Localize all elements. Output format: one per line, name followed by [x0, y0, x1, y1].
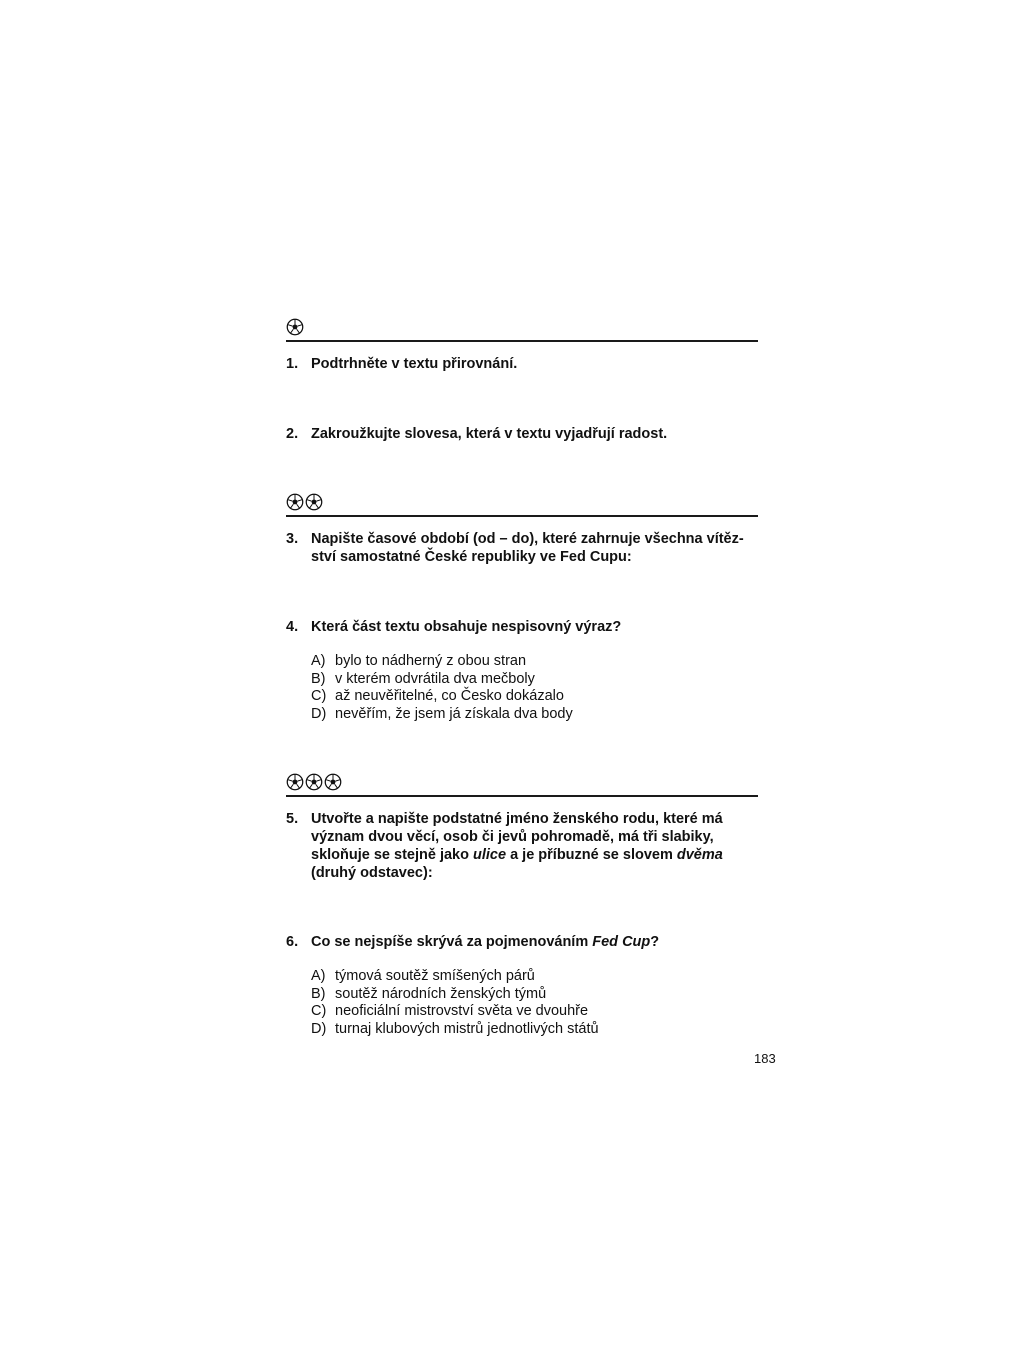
- question-number: 1.: [286, 356, 299, 372]
- question-6: [286, 933, 758, 951]
- answer-option[interactable]: C) neoficiální mistrovství světa ve dvouhře: [311, 1003, 589, 1020]
- answer-options-q6: [311, 968, 751, 1038]
- answer-option[interactable]: D) turnaj klubových mistrů jednotlivých států: [311, 1020, 599, 1037]
- question-number: 3.: [286, 531, 299, 547]
- difficulty-level-2: [286, 491, 758, 511]
- section-rule: [286, 515, 758, 517]
- question-1: [286, 355, 758, 373]
- question-4: [286, 618, 758, 636]
- question-text: Podtrhněte v textu přirovnání.: [311, 356, 518, 372]
- page-number: 183: [754, 1051, 776, 1066]
- answer-option[interactable]: B) soutěž národních ženských týmů: [311, 985, 547, 1002]
- question-number: 6.: [286, 934, 299, 950]
- question-text: Která část textu obsahuje nespisovný výraz?: [311, 619, 622, 635]
- question-3: [286, 530, 758, 566]
- answer-option[interactable]: A) bylo to nádherný z obou stran: [311, 653, 527, 669]
- difficulty-level-3: [286, 771, 758, 791]
- soccer-ball-icon: [286, 318, 304, 336]
- question-text: Utvořte a napište podstatné jméno ženského rodu, které má význam dvou věcí, osob či jevů pohromadě, má tři slabiky, skloňuje se stejně jako ulice a je příbuzné se slovem dvěma (druhý odstavec):: [311, 811, 723, 881]
- answer-option[interactable]: A) týmová soutěž smíšených párů: [311, 968, 535, 984]
- question-text: Zakroužkujte slovesa, která v textu vyjadřují radost.: [311, 426, 668, 442]
- question-number: 4.: [286, 619, 299, 635]
- difficulty-level-1: [286, 316, 758, 336]
- question-2: [286, 425, 758, 443]
- question-text: Co se nejspíše skrývá za pojmenováním Fed Cup?: [311, 934, 660, 950]
- section-rule: [286, 340, 758, 342]
- answer-options-q4: [311, 653, 751, 723]
- answer-option[interactable]: D) nevěřím, že jsem já získala dva body: [311, 705, 573, 722]
- section-rule: [286, 795, 758, 797]
- soccer-ball-icon: [324, 773, 342, 791]
- question-text: Napište časové období (od – do), které zahrnuje všechna vítěz- ství samostatné České republiky ve Fed Cupu:: [311, 531, 744, 565]
- soccer-ball-icon: [286, 773, 304, 791]
- soccer-ball-icon: [286, 493, 304, 511]
- question-5: [286, 810, 758, 882]
- answer-option[interactable]: C) až neuvěřitelné, co Česko dokázalo: [311, 688, 564, 705]
- question-number: 2.: [286, 426, 299, 442]
- question-number: 5.: [286, 811, 299, 827]
- soccer-ball-icon: [305, 773, 323, 791]
- soccer-ball-icon: [305, 493, 323, 511]
- answer-option[interactable]: B) v kterém odvrátila dva mečboly: [311, 670, 535, 687]
